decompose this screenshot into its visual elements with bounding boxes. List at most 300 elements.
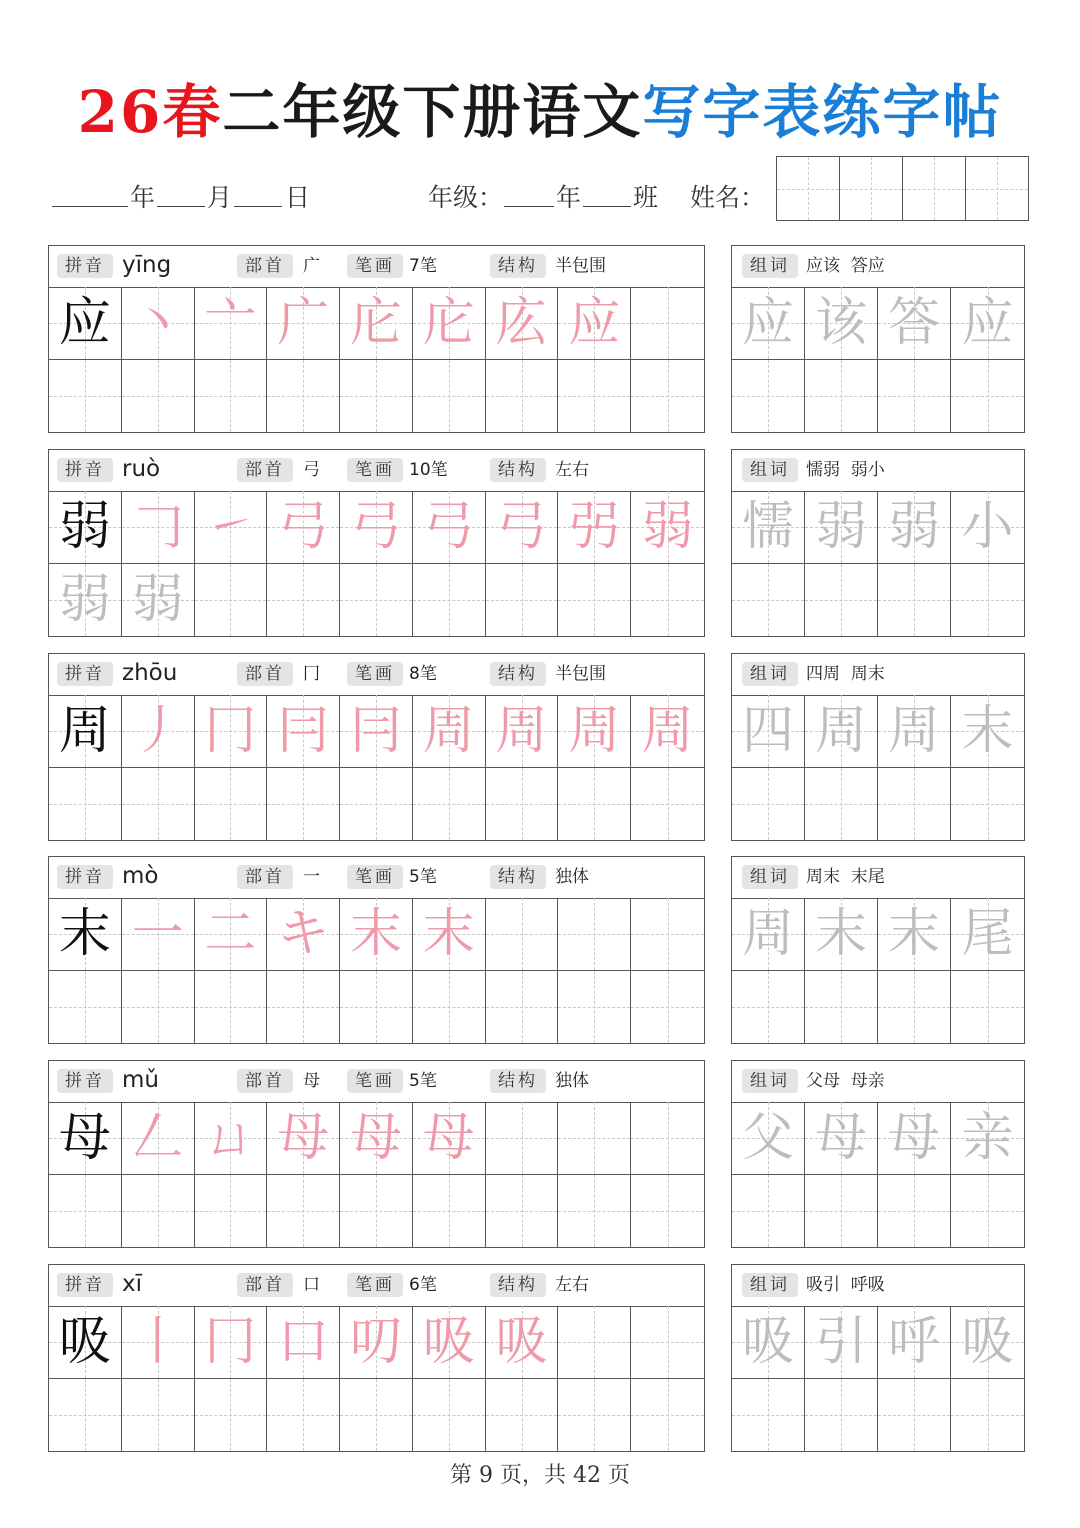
model-character: 周: [58, 700, 111, 761]
practice-cell[interactable]: [631, 1379, 704, 1452]
word-block: [731, 1060, 1025, 1248]
practice-cell[interactable]: [267, 768, 340, 841]
word-info-bar: [732, 857, 1024, 899]
radical-value: 冂: [303, 664, 320, 684]
char-block: [48, 653, 705, 841]
radical-value: 弓: [303, 460, 320, 480]
practice-cell[interactable]: [558, 768, 631, 841]
practice-cell[interactable]: [558, 1102, 631, 1175]
word-trace-character: 末: [887, 903, 940, 964]
stroke-order-cell: [340, 1102, 413, 1175]
word-practice-cell[interactable]: [951, 360, 1024, 433]
model-cell: [49, 287, 122, 360]
practice-cell[interactable]: [49, 1379, 122, 1452]
stroke-step: 丶: [131, 292, 184, 353]
word-trace-cell[interactable]: [805, 491, 878, 564]
practice-cell[interactable]: [267, 360, 340, 433]
word-practice-cell[interactable]: [732, 1379, 805, 1452]
word-trace-character: 应: [961, 292, 1014, 353]
words-value: 懦弱 弱小: [806, 460, 885, 480]
words-value: 周末 末尾: [806, 867, 885, 887]
structure-value: 左右: [555, 460, 589, 480]
word-practice-cell[interactable]: [951, 1175, 1024, 1248]
grade-label: 年级：: [428, 183, 504, 212]
words-value: 父母 母亲: [806, 1071, 885, 1091]
practice-cell[interactable]: [631, 360, 704, 433]
practice-cell[interactable]: [195, 971, 268, 1044]
stroke-step: 亠: [204, 292, 257, 353]
strokes-tag: 笔画: [347, 865, 403, 889]
stroke-order-cell: [413, 1306, 486, 1379]
stroke-step: 应: [568, 292, 621, 353]
name-box[interactable]: [777, 157, 840, 220]
stroke-order-cell: [267, 898, 340, 971]
stroke-step: 丿: [131, 700, 184, 761]
word-trace-character: 四: [741, 700, 794, 761]
stroke-step: 弱: [641, 496, 694, 557]
word-trace-cell[interactable]: [732, 695, 805, 768]
stroke-order-cell: [195, 1306, 268, 1379]
word-grid: [732, 287, 1024, 432]
word-trace-cell[interactable]: [805, 898, 878, 971]
practice-cell[interactable]: [631, 287, 704, 360]
word-info-bar: [732, 654, 1024, 696]
stroke-step: 吸: [422, 1311, 475, 1372]
practice-cell[interactable]: [267, 971, 340, 1044]
practice-cell[interactable]: [486, 1175, 559, 1248]
word-practice-cell[interactable]: [805, 971, 878, 1044]
stroke-step: 周: [422, 700, 475, 761]
strokes-tag: 笔画: [347, 1069, 403, 1093]
practice-cell[interactable]: [49, 360, 122, 433]
stroke-step: 庀: [422, 292, 475, 353]
words-tag: 组词: [742, 1069, 798, 1093]
practice-cell[interactable]: [122, 971, 195, 1044]
practice-cell[interactable]: [413, 1379, 486, 1452]
word-trace-character: 弱: [887, 496, 940, 557]
practice-cell[interactable]: [267, 1379, 340, 1452]
char-block: [48, 1060, 705, 1248]
title-part-black: 二年级下册语文: [222, 78, 643, 146]
practice-cell[interactable]: [631, 564, 704, 637]
word-trace-character: 父: [741, 1107, 794, 1168]
name-box[interactable]: [840, 157, 903, 220]
practice-cell[interactable]: [413, 564, 486, 637]
writing-grid: [49, 287, 704, 432]
stroke-order-cell: [631, 491, 704, 564]
radical-value: 广: [303, 256, 320, 276]
practice-cell[interactable]: [631, 971, 704, 1044]
practice-cell[interactable]: [486, 360, 559, 433]
char-block: [48, 245, 705, 433]
structure-tag: 结构: [490, 254, 546, 278]
word-trace-cell[interactable]: [878, 695, 951, 768]
pinyin-tag: 拼音: [57, 254, 113, 278]
stroke-order-cell: [195, 1102, 268, 1175]
word-trace-character: 母: [887, 1107, 940, 1168]
practice-cell[interactable]: [340, 1175, 413, 1248]
stroke-step: 庅: [495, 292, 548, 353]
practice-cell[interactable]: [413, 768, 486, 841]
practice-cell[interactable]: [631, 1102, 704, 1175]
char-block: [48, 1264, 705, 1452]
word-trace-character: 亲: [961, 1107, 1014, 1168]
word-trace-cell[interactable]: [878, 287, 951, 360]
practice-cell[interactable]: [122, 768, 195, 841]
char-info-bar: [49, 246, 704, 288]
structure-value: 左右: [555, 1275, 589, 1295]
practice-cell[interactable]: [49, 768, 122, 841]
strokes-value: 6笔: [409, 1275, 437, 1295]
stroke-step: 末: [349, 903, 402, 964]
practice-cell[interactable]: [486, 564, 559, 637]
practice-cell[interactable]: [267, 564, 340, 637]
practice-cell[interactable]: [631, 768, 704, 841]
grade-year-label: 年: [556, 183, 582, 212]
structure-value: 半包围: [555, 256, 606, 276]
word-info-bar: [732, 246, 1024, 288]
stroke-step: 𠃌: [131, 496, 184, 557]
year-label: 年: [130, 183, 156, 212]
word-trace-character: 应: [741, 292, 794, 353]
name-boxes[interactable]: [776, 156, 1029, 221]
practice-cell[interactable]: [486, 898, 559, 971]
structure-tag: 结构: [490, 458, 546, 482]
strokes-tag: 笔画: [347, 458, 403, 482]
practice-cell[interactable]: [340, 360, 413, 433]
stroke-step: キ: [277, 903, 330, 964]
word-trace-character: 小: [961, 496, 1014, 557]
stroke-order-cell: [340, 1306, 413, 1379]
stroke-step: 母: [349, 1107, 402, 1168]
class-blank[interactable]: [583, 206, 631, 207]
word-info-bar: [732, 450, 1024, 492]
stroke-order-cell: [486, 695, 559, 768]
class-label: 班: [633, 183, 659, 212]
stroke-step: 冂: [204, 700, 257, 761]
word-trace-cell[interactable]: [732, 287, 805, 360]
word-trace-cell[interactable]: [732, 1306, 805, 1379]
stroke-order-cell: [558, 287, 631, 360]
practice-cell[interactable]: [631, 1175, 704, 1248]
stroke-step: ㄩ: [204, 1107, 257, 1168]
stroke-step: 周: [568, 700, 621, 761]
writing-grid: [49, 491, 704, 636]
radical-tag: 部首: [237, 254, 293, 278]
structure-value: 半包围: [555, 664, 606, 684]
words-value: 四周 周末: [806, 664, 885, 684]
word-grid: [732, 1306, 1024, 1451]
stroke-order-cell: [122, 898, 195, 971]
word-trace-cell[interactable]: [878, 1306, 951, 1379]
word-trace-cell[interactable]: [805, 1306, 878, 1379]
pinyin-tag: 拼音: [57, 662, 113, 686]
pinyin-tag: 拼音: [57, 1273, 113, 1297]
structure-value: 独体: [555, 867, 589, 887]
practice-cell[interactable]: [486, 1379, 559, 1452]
practice-cell[interactable]: [340, 1379, 413, 1452]
trace-cell[interactable]: [49, 564, 122, 637]
word-trace-cell[interactable]: [732, 898, 805, 971]
word-trace-cell[interactable]: [805, 695, 878, 768]
pinyin-tag: 拼音: [57, 458, 113, 482]
word-trace-character: 懦: [741, 496, 794, 557]
practice-cell[interactable]: [340, 971, 413, 1044]
stroke-order-cell: [122, 491, 195, 564]
word-practice-cell[interactable]: [732, 564, 805, 637]
stroke-order-cell: [195, 491, 268, 564]
words-tag: 组词: [742, 254, 798, 278]
practice-cell[interactable]: [340, 564, 413, 637]
stroke-order-cell: [267, 491, 340, 564]
stroke-order-cell: [267, 695, 340, 768]
page-title: [0, 72, 1080, 152]
word-trace-cell[interactable]: [878, 898, 951, 971]
practice-cell[interactable]: [267, 1175, 340, 1248]
practice-cell[interactable]: [195, 1379, 268, 1452]
word-block: [731, 1264, 1025, 1452]
char-info-bar: [49, 1265, 704, 1307]
word-trace-cell[interactable]: [805, 287, 878, 360]
name-box[interactable]: [903, 157, 966, 220]
strokes-value: 5笔: [409, 867, 437, 887]
word-trace-character: 周: [741, 903, 794, 964]
strokes-tag: 笔画: [347, 254, 403, 278]
practice-cell[interactable]: [486, 1102, 559, 1175]
stroke-step: 弓: [495, 496, 548, 557]
char-info-bar: [49, 857, 704, 899]
word-trace-cell[interactable]: [951, 695, 1024, 768]
word-trace-cell[interactable]: [951, 491, 1024, 564]
stroke-order-cell: [267, 1102, 340, 1175]
stroke-order-cell: [122, 1102, 195, 1175]
word-trace-character: 答: [887, 292, 940, 353]
words-tag: 组词: [742, 1273, 798, 1297]
stroke-step: 母: [277, 1107, 330, 1168]
word-trace-cell[interactable]: [805, 1102, 878, 1175]
word-trace-cell[interactable]: [878, 491, 951, 564]
stroke-order-cell: [413, 287, 486, 360]
trace-character: 弱: [131, 569, 184, 630]
structure-tag: 结构: [490, 1069, 546, 1093]
word-trace-cell[interactable]: [732, 491, 805, 564]
model-character: 母: [58, 1107, 111, 1168]
practice-cell[interactable]: [413, 971, 486, 1044]
word-trace-character: 吸: [741, 1311, 794, 1372]
word-practice-cell[interactable]: [878, 360, 951, 433]
word-practice-cell[interactable]: [805, 1379, 878, 1452]
stroke-order-cell: [486, 287, 559, 360]
word-practice-cell[interactable]: [878, 1175, 951, 1248]
practice-cell[interactable]: [413, 1175, 486, 1248]
practice-cell[interactable]: [49, 1175, 122, 1248]
strokes-tag: 笔画: [347, 662, 403, 686]
practice-cell[interactable]: [558, 1306, 631, 1379]
word-trace-character: 该: [814, 292, 867, 353]
stroke-order-cell: [340, 491, 413, 564]
stroke-step: 丨: [131, 1311, 184, 1372]
word-practice-cell[interactable]: [878, 1379, 951, 1452]
structure-tag: 结构: [490, 865, 546, 889]
stroke-step: 冂: [204, 1311, 257, 1372]
word-trace-cell[interactable]: [878, 1102, 951, 1175]
stroke-step: 口: [277, 1311, 330, 1372]
month-blank[interactable]: [157, 206, 205, 207]
word-trace-character: 吸: [961, 1311, 1014, 1372]
stroke-step: 弓: [277, 496, 330, 557]
day-blank[interactable]: [234, 206, 282, 207]
radical-tag: 部首: [237, 662, 293, 686]
stroke-step: 一: [131, 903, 184, 964]
word-trace-character: 末: [814, 903, 867, 964]
model-character: 应: [58, 292, 111, 353]
word-practice-cell[interactable]: [878, 971, 951, 1044]
word-practice-cell[interactable]: [805, 1175, 878, 1248]
strokes-value: 5笔: [409, 1071, 437, 1091]
stroke-step: 二: [204, 903, 257, 964]
grade-blank[interactable]: [504, 206, 554, 207]
stroke-step: 母: [422, 1107, 475, 1168]
word-block: [731, 449, 1025, 637]
word-trace-character: 末: [961, 700, 1014, 761]
practice-cell[interactable]: [558, 1175, 631, 1248]
word-practice-cell[interactable]: [805, 768, 878, 841]
word-trace-cell[interactable]: [951, 898, 1024, 971]
writing-grid: [49, 695, 704, 840]
model-cell: [49, 1306, 122, 1379]
radical-tag: 部首: [237, 1273, 293, 1297]
word-trace-cell[interactable]: [951, 287, 1024, 360]
practice-cell[interactable]: [558, 1379, 631, 1452]
practice-cell[interactable]: [631, 1306, 704, 1379]
word-practice-cell[interactable]: [951, 768, 1024, 841]
practice-cell[interactable]: [195, 564, 268, 637]
practice-cell[interactable]: [558, 898, 631, 971]
radical-tag: 部首: [237, 865, 293, 889]
stroke-step: 周: [495, 700, 548, 761]
model-cell: [49, 491, 122, 564]
page-footer: 第 9 页，共 42 页: [450, 1463, 630, 1488]
trace-cell[interactable]: [122, 564, 195, 637]
char-info-bar: [49, 450, 704, 492]
word-practice-cell[interactable]: [732, 768, 805, 841]
stroke-order-cell: [340, 695, 413, 768]
practice-cell[interactable]: [558, 360, 631, 433]
char-block: [48, 449, 705, 637]
title-part-red: 26春: [77, 78, 223, 146]
name-label: 姓名：: [690, 183, 766, 212]
writing-grid: [49, 1102, 704, 1247]
words-tag: 组词: [742, 458, 798, 482]
stroke-step: 弓: [349, 496, 402, 557]
stroke-step: 末: [422, 903, 475, 964]
practice-cell[interactable]: [631, 898, 704, 971]
word-block: [731, 245, 1025, 433]
word-practice-cell[interactable]: [951, 564, 1024, 637]
model-cell: [49, 898, 122, 971]
stroke-order-cell: [413, 1102, 486, 1175]
pinyin-value: yīng: [122, 252, 172, 278]
word-trace-character: 呼: [887, 1311, 940, 1372]
practice-cell[interactable]: [49, 971, 122, 1044]
stroke-order-cell: [340, 287, 413, 360]
pinyin-value: xī: [122, 1271, 143, 1297]
words-tag: 组词: [742, 865, 798, 889]
practice-cell[interactable]: [122, 360, 195, 433]
practice-cell[interactable]: [340, 768, 413, 841]
word-practice-cell[interactable]: [732, 971, 805, 1044]
practice-cell[interactable]: [558, 971, 631, 1044]
writing-grid: [49, 1306, 704, 1451]
word-practice-cell[interactable]: [805, 564, 878, 637]
word-practice-cell[interactable]: [732, 360, 805, 433]
practice-cell[interactable]: [122, 1379, 195, 1452]
pinyin-value: mò: [122, 863, 159, 889]
structure-tag: 结构: [490, 662, 546, 686]
word-grid: [732, 695, 1024, 840]
month-label: 月: [207, 183, 233, 212]
practice-cell[interactable]: [195, 1175, 268, 1248]
radical-tag: 部首: [237, 458, 293, 482]
practice-cell[interactable]: [195, 768, 268, 841]
char-block: [48, 856, 705, 1044]
pinyin-value: zhōu: [122, 660, 178, 686]
word-practice-cell[interactable]: [805, 360, 878, 433]
stroke-order-cell: [195, 898, 268, 971]
word-trace-character: 周: [887, 700, 940, 761]
radical-value: 母: [303, 1071, 320, 1091]
stroke-step: 庀: [349, 292, 402, 353]
word-trace-cell[interactable]: [732, 1102, 805, 1175]
word-block: [731, 653, 1025, 841]
word-practice-cell[interactable]: [878, 768, 951, 841]
word-block: [731, 856, 1025, 1044]
stroke-order-cell: [558, 491, 631, 564]
title-part-blue: 写字表练字帖: [642, 78, 1003, 146]
practice-cell[interactable]: [195, 360, 268, 433]
word-trace-cell[interactable]: [951, 1306, 1024, 1379]
words-tag: 组词: [742, 662, 798, 686]
practice-cell[interactable]: [122, 1175, 195, 1248]
word-practice-cell[interactable]: [951, 971, 1024, 1044]
word-practice-cell[interactable]: [878, 564, 951, 637]
stroke-order-cell: [631, 695, 704, 768]
practice-cell[interactable]: [486, 971, 559, 1044]
practice-cell[interactable]: [558, 564, 631, 637]
radical-value: 口: [303, 1275, 320, 1295]
stroke-order-cell: [195, 287, 268, 360]
name-box[interactable]: [966, 157, 1028, 220]
char-info-bar: [49, 654, 704, 696]
word-grid: [732, 898, 1024, 1043]
word-practice-cell[interactable]: [951, 1379, 1024, 1452]
stroke-order-cell: [413, 695, 486, 768]
strokes-value: 7笔: [409, 256, 437, 276]
stroke-order-cell: [558, 695, 631, 768]
model-character: 弱: [58, 496, 111, 557]
year-blank[interactable]: [52, 206, 128, 207]
stroke-order-cell: [486, 1306, 559, 1379]
stroke-step: 弜: [568, 496, 621, 557]
model-cell: [49, 695, 122, 768]
word-practice-cell[interactable]: [732, 1175, 805, 1248]
stroke-step: 周: [641, 700, 694, 761]
word-trace-cell[interactable]: [951, 1102, 1024, 1175]
stroke-order-cell: [413, 491, 486, 564]
practice-cell[interactable]: [413, 360, 486, 433]
stroke-order-cell: [267, 1306, 340, 1379]
practice-cell[interactable]: [486, 768, 559, 841]
